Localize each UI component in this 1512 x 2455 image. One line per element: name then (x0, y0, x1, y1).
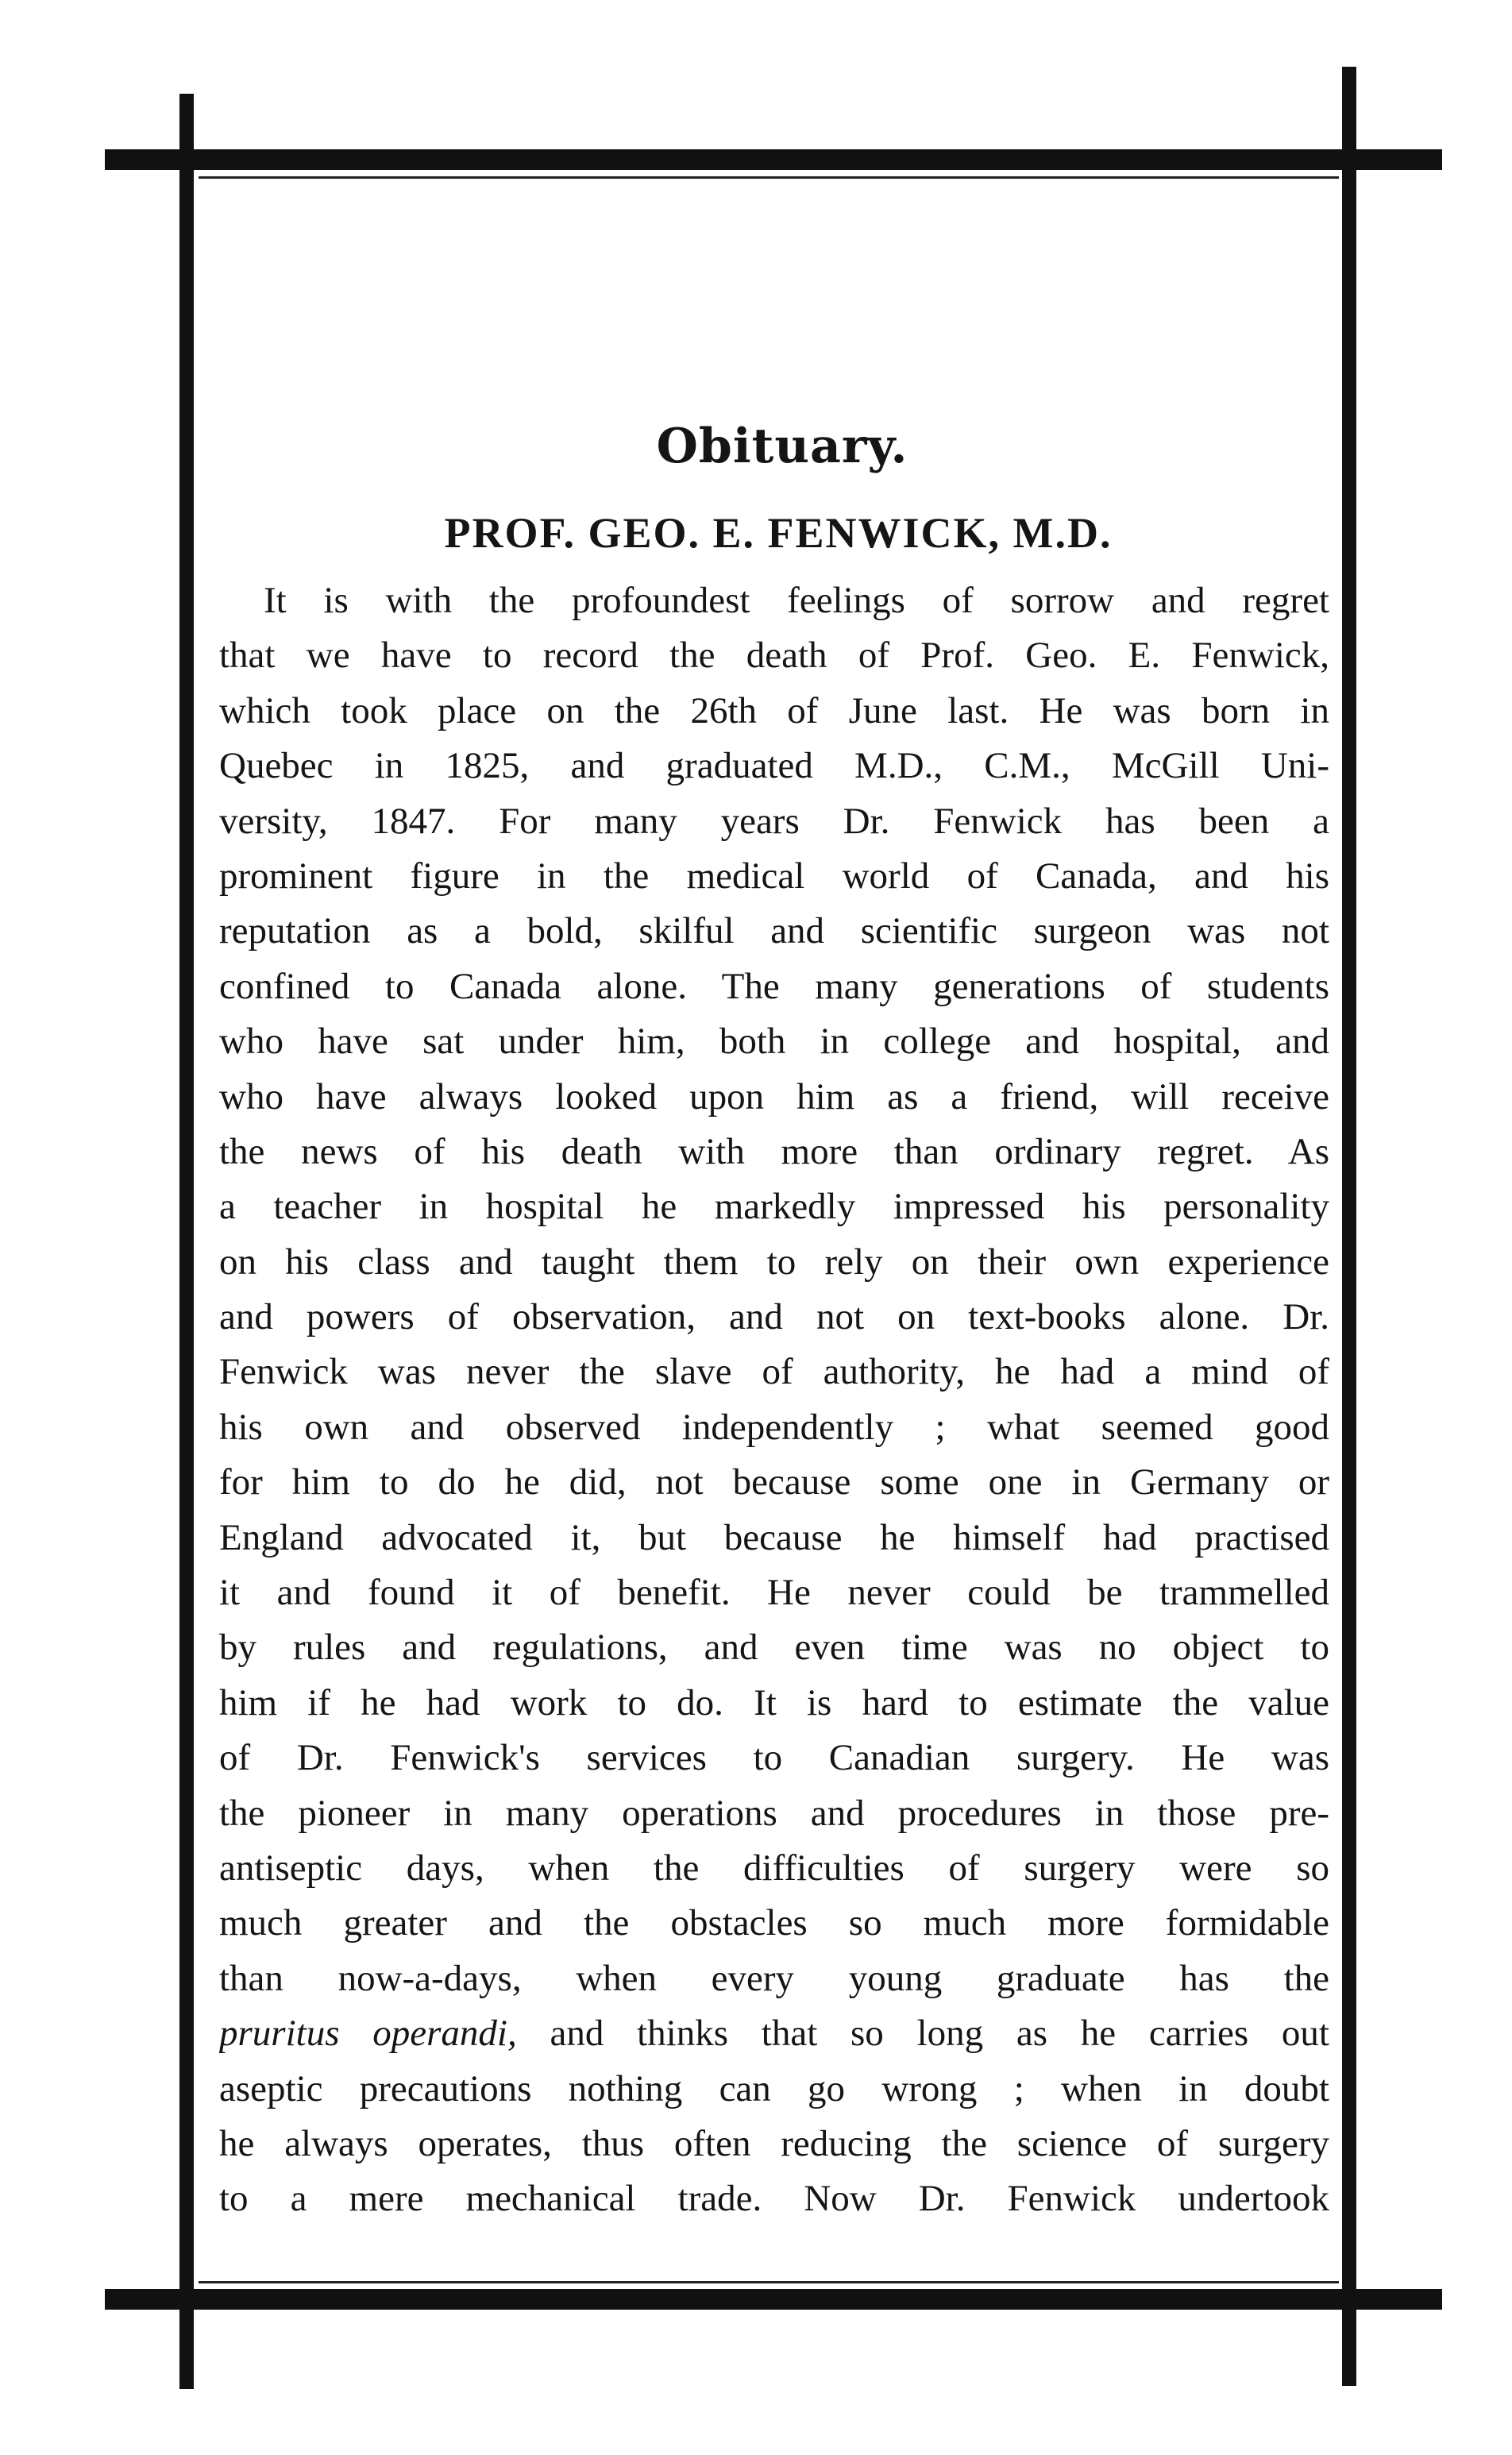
text-line: reputation as a bold, skilful and scientific surgeon was not (219, 910, 1329, 952)
text-line: of Dr. Fenwick's services to Canadian surgery. He was (219, 1737, 1329, 1779)
text-line: the news of his death with more than ordinary regret. As (219, 1130, 1329, 1172)
text-line: by rules and regulations, and even time was no object to (219, 1627, 1329, 1669)
text-line: on his class and taught them to rely on their own experience (219, 1241, 1329, 1283)
text-line: Quebec in 1825, and graduated M.D., C.M., McGill Uni- (219, 745, 1329, 787)
text-line: that we have to record the death of Prof. Geo. E. Fenwick, (219, 635, 1329, 677)
text-line: who have always looked upon him as a friend, will receive (219, 1075, 1329, 1117)
section-heading: Obituary. (656, 419, 908, 474)
text-line: versity, 1847. For many years Dr. Fenwick has been a (219, 800, 1329, 842)
top-border-rule (105, 149, 1442, 170)
text-line: aseptic precautions nothing can go wrong ; when in doubt (219, 2067, 1329, 2110)
text-line: the pioneer in many operations and procedures in those pre- (219, 1792, 1329, 1834)
text-line: antiseptic days, when the difficulties of surgery were so (219, 1847, 1329, 1889)
text-line: prominent figure in the medical world of Canada, and his (219, 855, 1329, 897)
text-line: It is with the profoundest feelings of sorrow and regret (264, 580, 1329, 621)
text-line: for him to do he did, not because some one in Germany or (219, 1461, 1329, 1503)
document-content (219, 413, 1329, 2227)
text-line: to a mere mechanical trade. Now Dr. Fenwick undertook (219, 2178, 1329, 2220)
text-line: Fenwick was never the slave of authority, he had a mind of (219, 1351, 1329, 1393)
text-line: him if he had work to do. It is hard to estimate the value (219, 1681, 1329, 1724)
text-line: a teacher in hospital he markedly impressed his personality (219, 1186, 1329, 1228)
left-border-rule (179, 94, 194, 2389)
text-line: confined to Canada alone. The many generations of students (219, 965, 1329, 1007)
text-line: than now-a-days, when every young graduate has the (219, 1957, 1329, 1999)
bottom-inner-rule (199, 2281, 1339, 2283)
text-line-italic (219, 2006, 1329, 2061)
text-line: he always operates, thus often reducing the science of surgery (219, 2122, 1329, 2164)
obituary-subject: PROF. GEO. E. FENWICK, M.D. (444, 509, 1113, 557)
text-line: who have sat under him, both in college and hospital, and (219, 1021, 1329, 1063)
text-line: which took place on the 26th of June last. He was born in (219, 689, 1329, 731)
text-fragment: and thinks that so long as he carries out (516, 2013, 1329, 2055)
obituary-body (219, 573, 1329, 2227)
bottom-border-rule (105, 2289, 1442, 2310)
right-border-rule (1342, 67, 1356, 2386)
text-line: his own and observed independently ; what seemed good (219, 1406, 1329, 1448)
text-line: it and found it of benefit. He never could be trammelled (219, 1572, 1329, 1614)
text-line: and powers of observation, and not on text-books alone. Dr. (219, 1296, 1329, 1338)
italic-phrase: pruritus operandi, (219, 2013, 517, 2055)
text-line: England advocated it, but because he himself had practised (219, 1516, 1329, 1558)
top-inner-rule (199, 176, 1339, 179)
text-line: much greater and the obstacles so much more formidable (219, 1902, 1329, 1944)
